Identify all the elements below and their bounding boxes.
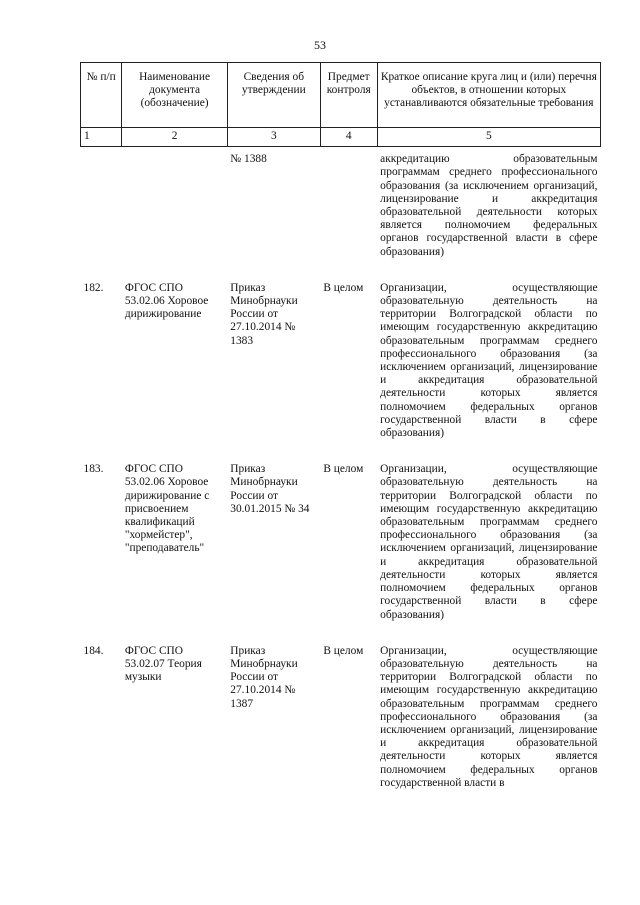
column-numbers-row: [81, 128, 601, 147]
page-number: 53: [314, 38, 326, 52]
cell-document: ФГОС СПО 53.02.06 Хоровое дирижирование с присвоением квалификаций "хормейстер", "преподаватель": [124, 463, 210, 555]
header-number: № п/п: [81, 63, 122, 128]
column-number: 1: [81, 128, 122, 147]
cell-control: [320, 147, 377, 276]
cell-document: [122, 147, 227, 276]
header-control: Предмет контроля: [320, 63, 377, 128]
header-approval: Сведения об утверждении: [227, 63, 320, 128]
cell-document: ФГОС СПО 53.02.07 Теория музыки: [124, 644, 202, 684]
cell-description: Организации, осуществляющие образовательную деятельность на территории Волгоградской области по имеющим государственную аккредитацию образовательным программам среднего профессионального образования (за исключением организаций, лицензирование и аккредитация образовательной деятельности которых является полномочием федеральных органов государственной власти в сфере образования): [380, 463, 598, 621]
cell-description: Организации, осуществляющие образовательную деятельность на территории Волгоградской области по имеющим государственную аккредитацию образовательным программам среднего профессионального образования (за исключением организаций, лицензирование и аккредитация образовательной деятельности которых является полномочием федеральных органов государственной власти в: [380, 644, 598, 789]
column-number: 4: [320, 128, 377, 147]
cell-approval: Приказ Минобрнауки России от 30.01.2015 № 34: [230, 463, 310, 515]
table-row: [81, 457, 601, 638]
table-row: [81, 276, 601, 457]
cell-number: 184.: [83, 644, 104, 657]
table-row-continuation: [81, 147, 601, 276]
column-number: 2: [122, 128, 227, 147]
column-number: 5: [377, 128, 600, 147]
cell-approval: № 1388: [230, 153, 267, 166]
header-description: Краткое описание круга лиц и (или) перечня объектов, в отношении которых устанавливаются обязательные требования: [377, 63, 600, 128]
cell-control: В целом: [323, 644, 364, 657]
table-row: [81, 639, 601, 807]
requirements-table: [80, 62, 601, 807]
cell-description: аккредитацию образовательным программам среднего профессионального образования (за исключением организаций, лицензирование и аккредитация образовательной деятельности которых является полномочием федеральных органов государственной власти в сфере образования): [380, 153, 598, 258]
cell-control: В целом: [323, 281, 364, 294]
cell-number: 182.: [83, 281, 104, 294]
table-header-row: [81, 63, 601, 128]
cell-approval: Приказ Минобрнауки России от 27.10.2014 № 1387: [230, 644, 298, 710]
cell-document: ФГОС СПО 53.02.06 Хоровое дирижирование: [124, 281, 209, 321]
cell-control: В целом: [323, 463, 364, 476]
cell-number: [81, 147, 122, 276]
cell-approval: Приказ Минобрнауки России от 27.10.2014 № 1383: [230, 281, 298, 347]
header-document: Наименование документа (обозначение): [122, 63, 227, 128]
column-number: 3: [227, 128, 320, 147]
cell-number: 183.: [83, 463, 104, 476]
cell-description: Организации, осуществляющие образовательную деятельность на территории Волгоградской области по имеющим государственную аккредитацию образовательным программам среднего профессионального образования (за исключением организаций, лицензирование и аккредитация образовательной деятельности которых является полномочием федеральных органов государственной власти в сфере образования): [380, 281, 598, 440]
